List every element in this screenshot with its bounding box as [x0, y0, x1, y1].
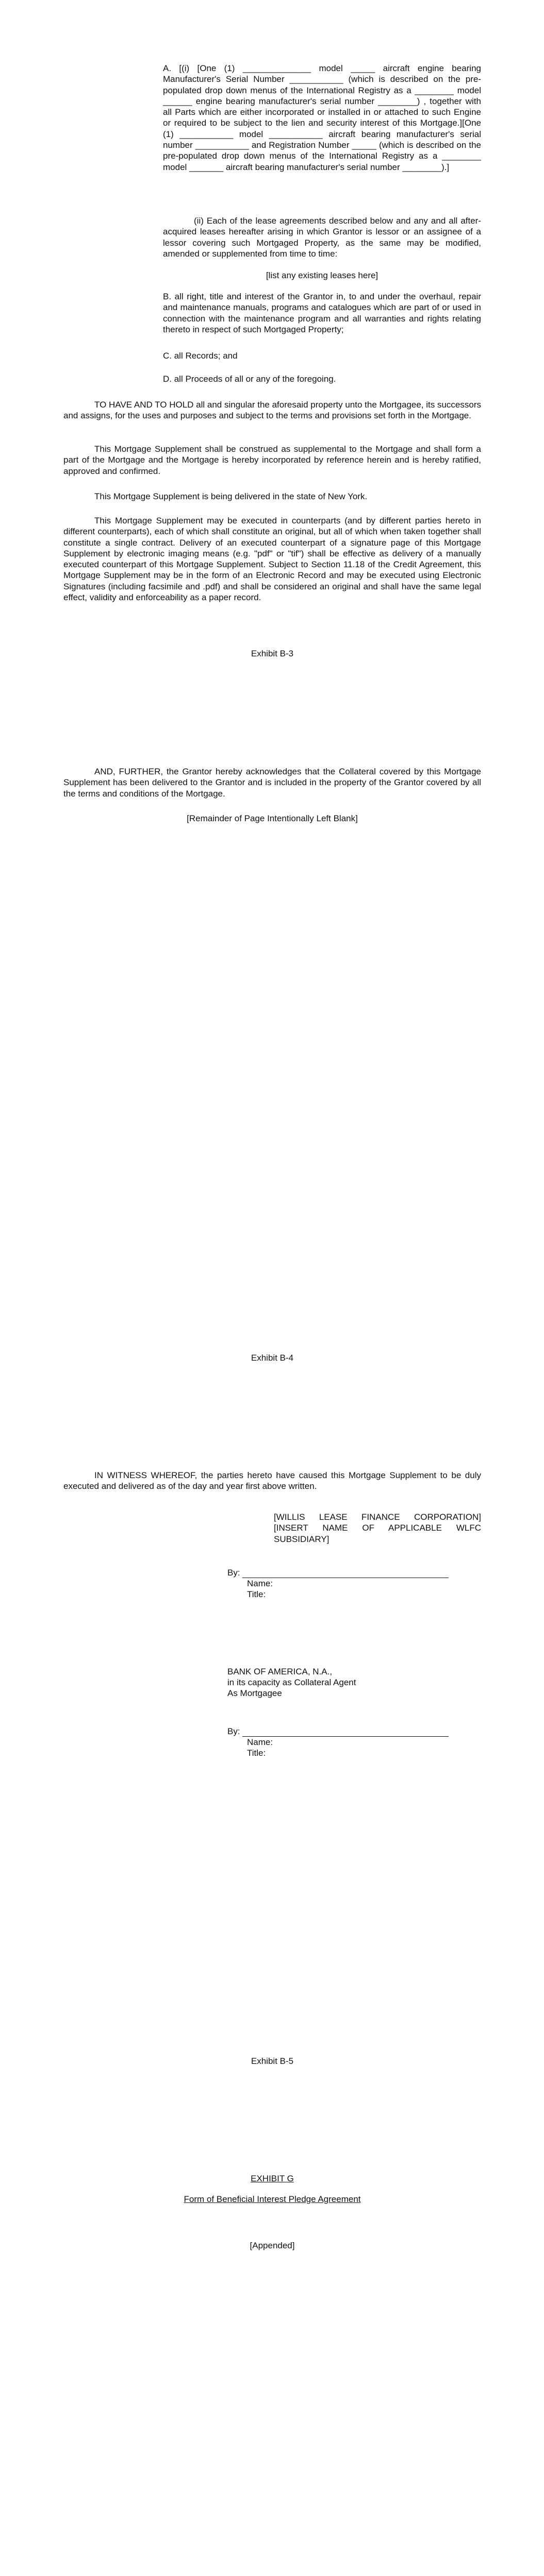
page-footer-b5: [63, 2056, 481, 2066]
bank-name: BANK OF AMERICA, N.A.,: [227, 1667, 333, 1676]
appended-notice: [63, 2240, 481, 2251]
mortgagee-signature-block: [227, 1726, 481, 1758]
footer-b4-text: Exhibit B-4: [251, 1353, 294, 1363]
exhibit-g-heading: [63, 2173, 481, 2184]
item-d-paragraph: [163, 374, 481, 384]
item-b-text: B. all right, title and interest of the Grantor in, to and under the overhaul, repair and maintenance manuals, programs and catalogues which are part of or used in connection with the maintenance program and all warranties and rights relating thereto in respect of such Mortgaged Property;: [163, 292, 481, 334]
grantor-title-label: Title:: [247, 1589, 266, 1599]
mortgagee-name-line: [227, 1737, 481, 1748]
grantor-by-line: [227, 1567, 481, 1578]
grantor-by-label: By:: [227, 1568, 240, 1578]
item-b-paragraph: [163, 291, 481, 335]
grantor-title-line: [227, 1589, 481, 1600]
habendum-clause: [63, 399, 481, 421]
item-a-text: A. [(i) [One (1) ______________ model _____ aircraft engine bearing Manufacturer's Serial Number ___________ (which is described on the pre-populated drop down menus of the International Registry as a ________ model ______ engine bearing manufacturer's serial number ________) , together with all Parts which are either incorporated or installed in or attached to such Engine or required to be subject to the lien and security interest of this Mortgage.][One (1) ___________ model ___________ aircraft bearing manufacturer's serial number ___________ and Registration Number _____ (which is described on the pre-populated drop down menus of the International Registry as a ________ model _______ aircraft bearing manufacturer's serial number ________).]: [163, 63, 481, 172]
habendum-text: TO HAVE AND TO HOLD all and singular the aforesaid property unto the Mortgagee, its successors and assigns, for the uses and purposes and subject to the terms and provisions set forth in the Mortgage.: [63, 400, 481, 421]
bank-role: As Mortgagee: [227, 1688, 282, 1698]
mortgagee-title-label: Title:: [247, 1748, 266, 1758]
witness-clause: [63, 1470, 481, 1492]
exhibit-g-heading-text: EXHIBIT G: [251, 2174, 294, 2183]
list-leases-placeholder: [163, 270, 481, 281]
further-clause: [63, 766, 481, 799]
item-a-ii-paragraph: [163, 215, 481, 259]
item-a-ii-text: (ii) Each of the lease agreements described below and any and all after-acquired leases hereafter arising in which Grantor is lessor or an assignee of a lessor covering such Mortgaged Property, as the same may be modified, amended or supplemented from time to time:: [163, 216, 481, 259]
item-c-text: C. all Records; and: [163, 351, 238, 361]
item-c-paragraph: [163, 350, 481, 361]
page-footer-b3: [63, 648, 481, 659]
exhibit-g-subheading: [63, 2194, 481, 2205]
supplemental-clause: [63, 444, 481, 477]
footer-b3-text: Exhibit B-3: [251, 649, 294, 658]
counterparts-clause: [63, 515, 481, 603]
delivered-clause: [63, 491, 481, 502]
mortgagee-name-block: [227, 1666, 481, 1699]
appended-text: [Appended]: [250, 2241, 295, 2250]
item-a-paragraph: [163, 63, 481, 173]
delivered-text: This Mortgage Supplement is being delivered in the state of New York.: [94, 492, 368, 501]
remainder-text: [Remainder of Page Intentionally Left Blank]: [187, 814, 358, 823]
footer-b5-text: Exhibit B-5: [251, 2056, 294, 2066]
page-footer-b4: [63, 1352, 481, 1363]
list-leases-text: [list any existing leases here]: [266, 270, 378, 280]
witness-text: IN WITNESS WHEREOF, the parties hereto have caused this Mortgage Supplement to be duly executed and delivered as of the day and year first above written.: [63, 1470, 481, 1492]
mortgagee-by-label: By:: [227, 1726, 240, 1736]
exhibit-g-subheading-text: Form of Beneficial Interest Pledge Agreement: [184, 2194, 361, 2204]
grantor-name: [WILLIS LEASE FINANCE CORPORATION] [INSERT NAME OF APPLICABLE WLFC SUBSIDIARY]: [274, 1512, 481, 1544]
mortgagee-by-line: [227, 1726, 481, 1737]
grantor-name-label: Name:: [247, 1579, 273, 1588]
further-text: AND, FURTHER, the Grantor hereby acknowledges that the Collateral covered by this Mortgage Supplement has been delivered to the Grantor and is included in the property of the Grantor covered by all the terms and conditions of the Mortgage.: [63, 767, 481, 799]
item-d-text: D. all Proceeds of all or any of the foregoing.: [163, 374, 336, 384]
counterparts-text: This Mortgage Supplement may be executed in counterparts (and by different parties hereto in different counterparts), each of which shall constitute an original, but all of which when taken together shall constitute a single contract. Delivery of an executed counterpart of a signature page of this Mortgage Supplement by electronic imaging means (e.g. "pdf" or "tif") shall be effective as delivery of a manually executed counterpart of this Mortgage Supplement. Subject to Section 11.18 of the Credit Agreement, this Mortgage Supplement may be in the form of an Electronic Record and may be executed using Electronic Signatures (including facsimile and .pdf) and shall be considered an original and shall have the same legal effect, validity and enforceability as a paper record.: [63, 516, 481, 603]
mortgagee-signature-line[interactable]: [242, 1728, 449, 1737]
remainder-notice: [63, 813, 481, 824]
grantor-signature-block: [227, 1567, 481, 1600]
grantor-name-line: [227, 1578, 481, 1589]
supplemental-text: This Mortgage Supplement shall be construed as supplemental to the Mortgage and shall form a part of the Mortgage and the Mortgage is hereby incorporated by reference herein and is hereby ratified, approved and confirmed.: [63, 444, 481, 476]
mortgagee-title-line: [227, 1748, 481, 1758]
bank-capacity: in its capacity as Collateral Agent: [227, 1677, 356, 1687]
grantor-signature-line[interactable]: [242, 1569, 449, 1578]
grantor-name-block: [274, 1512, 481, 1545]
mortgagee-name-label: Name:: [247, 1737, 273, 1747]
